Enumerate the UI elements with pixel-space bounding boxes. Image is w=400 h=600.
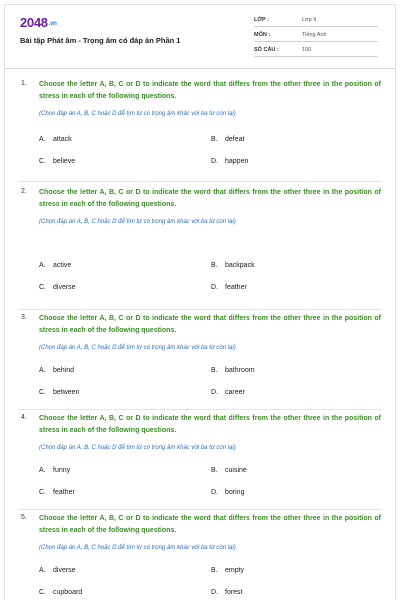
question-item bbox=[18, 310, 382, 410]
option-b[interactable]: B. defeat bbox=[211, 136, 245, 143]
option-c[interactable]: C. diverse bbox=[39, 284, 76, 291]
option-d[interactable]: D. career bbox=[211, 389, 245, 396]
question-list bbox=[18, 78, 382, 600]
option-a[interactable]: A. attack bbox=[39, 136, 72, 143]
option-b[interactable]: B. bathroom bbox=[211, 367, 255, 374]
question-note: (Chọn đáp án A, B, C hoặc D để tìm từ có trọng âm khác với ba từ còn lại) bbox=[39, 445, 236, 451]
question-number: 3. bbox=[21, 314, 27, 321]
option-d[interactable]: D. feather bbox=[211, 284, 247, 291]
header-divider bbox=[5, 68, 395, 69]
question-number: 4. bbox=[21, 414, 27, 421]
question-text: Choose the letter A, B, C or D to indicate the word that differs from the other three in the position of stress in each of the following questions. bbox=[39, 415, 381, 434]
option-a[interactable]: A. diverse bbox=[39, 567, 76, 574]
question-text: Choose the letter A, B, C or D to indicate the word that differs from the other three in the position of stress in each of the following questions. bbox=[39, 515, 381, 534]
option-c[interactable]: C. feather bbox=[39, 489, 75, 496]
option-b[interactable]: B. empty bbox=[211, 567, 245, 574]
question-number: 2. bbox=[21, 188, 27, 195]
question-item bbox=[18, 78, 382, 182]
option-c[interactable]: C. cupboard bbox=[39, 589, 83, 596]
question-number: 5. bbox=[21, 514, 27, 521]
meta-label: LỚP : bbox=[254, 17, 269, 23]
meta-label: SỐ CÂU : bbox=[254, 47, 279, 53]
meta-value: Tiếng Anh bbox=[302, 32, 327, 38]
question-text: Choose the letter A, B, C or D to indicate the word that differs from the other three in the position of stress in each of the following questions. bbox=[39, 81, 381, 100]
question-note: (Chọn đáp án A, B, C hoặc D để tìm từ có trọng âm khác với ba từ còn lại) bbox=[39, 219, 236, 225]
site-logo[interactable]: 2048.vn bbox=[20, 15, 57, 30]
option-a[interactable]: A. funny bbox=[39, 467, 71, 474]
document-header bbox=[18, 12, 382, 64]
question-note: (Chọn đáp án A, B, C hoặc D để tìm từ có trọng âm khác với ba từ còn lại) bbox=[39, 345, 236, 351]
question-item bbox=[18, 184, 382, 310]
option-b[interactable]: B. backpack bbox=[211, 262, 255, 269]
question-note: (Chọn đáp án A, B, C hoặc D để tìm từ có trọng âm khác với ba từ còn lại) bbox=[39, 545, 236, 551]
option-d[interactable]: D. happen bbox=[211, 158, 249, 165]
question-text: Choose the letter A, B, C or D to indicate the word that differs from the other three in the position of stress in each of the following questions. bbox=[39, 315, 381, 334]
document-title: Bài tập Phát âm - Trọng âm có đáp án Phần 1 bbox=[20, 36, 181, 45]
question-item bbox=[18, 410, 382, 510]
meta-value: 100 bbox=[302, 47, 312, 53]
option-c[interactable]: C. believe bbox=[39, 158, 76, 165]
option-a[interactable]: A. behind bbox=[39, 367, 75, 374]
option-d[interactable]: D. boring bbox=[211, 489, 245, 496]
question-number: 1. bbox=[21, 80, 27, 87]
meta-row-count bbox=[254, 44, 378, 57]
question-text: Choose the letter A, B, C or D to indicate the word that differs from the other three in the position of stress in each of the following questions. bbox=[39, 189, 381, 208]
meta-label: MÔN : bbox=[254, 32, 271, 38]
option-c[interactable]: C. between bbox=[39, 389, 80, 396]
option-a[interactable]: A. active bbox=[39, 262, 72, 269]
meta-value: Lớp 9 bbox=[302, 17, 317, 23]
question-item bbox=[18, 510, 382, 600]
option-d[interactable]: D. forest bbox=[211, 589, 243, 596]
option-b[interactable]: B. cuisine bbox=[211, 467, 247, 474]
meta-row-subject bbox=[254, 29, 378, 42]
question-note: (Chọn đáp án A, B, C hoặc D để tìm từ có trọng âm khác với ba từ còn lại) bbox=[39, 111, 236, 117]
meta-row-class bbox=[254, 14, 378, 27]
